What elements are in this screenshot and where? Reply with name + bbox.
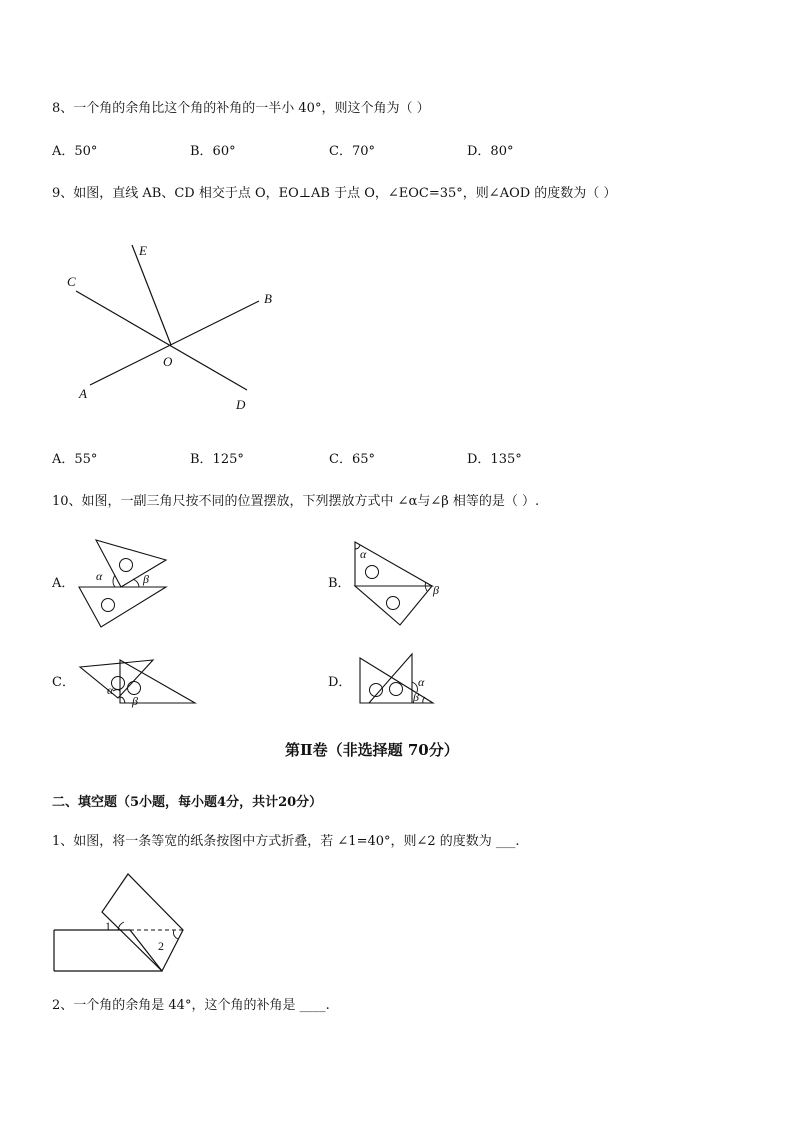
q10-figure-c[interactable] — [78, 655, 208, 715]
label-e: E — [139, 243, 147, 258]
f1-stem: 1、如图，将一条等宽的纸条按图中方式折叠，若 ∠1=40°，则∠2 的度数为 ___. — [52, 834, 520, 849]
q8-option-c[interactable]: C．70° — [329, 144, 375, 159]
q10-figure-b[interactable] — [350, 537, 460, 632]
label-b: B — [264, 291, 272, 306]
beta-label: β — [132, 694, 138, 708]
line-cd — [76, 291, 247, 390]
q8-stem: 8、一个角的余角比这个角的补角的一半小 40°，则这个角为（ ） — [52, 101, 430, 116]
ruler-hole — [387, 597, 400, 610]
ruler-hole — [102, 599, 115, 612]
fill-in-header: 二、填空题（5小题，每小题4分，共计20分） — [52, 795, 323, 810]
q10-option-a[interactable]: A． — [52, 576, 75, 591]
q10-option-b[interactable]: B． — [328, 576, 351, 591]
q9-option-a[interactable]: A．55° — [52, 452, 98, 467]
q8-option-a[interactable]: A．50° — [52, 144, 98, 159]
q9-option-d[interactable]: D．135° — [467, 452, 522, 467]
beta-arc — [423, 697, 425, 703]
beta-arc — [133, 579, 139, 587]
q8-option-b[interactable]: B．60° — [190, 144, 236, 159]
ruler-hole — [112, 677, 125, 690]
alpha-arc — [113, 690, 120, 692]
alpha-label: α — [418, 675, 425, 689]
label-a: A — [79, 386, 87, 401]
q9-option-c[interactable]: C．65° — [329, 452, 375, 467]
q9-figure — [60, 235, 290, 415]
angle2-label: 2 — [158, 939, 164, 953]
label-o: O — [163, 354, 173, 369]
q10-figure-a[interactable] — [75, 537, 185, 632]
q10-option-d[interactable]: D． — [328, 675, 352, 690]
label-c: C — [67, 274, 76, 289]
f1-figure — [52, 868, 202, 978]
ruler-hole — [120, 559, 133, 572]
alpha-label: α — [360, 547, 367, 561]
triangle-ruler-top — [80, 660, 153, 698]
q9-option-b[interactable]: B．125° — [190, 452, 244, 467]
q9-stem: 9、如图，直线 AB、CD 相交于点 O，EO⊥AB 于点 O，∠EOC=35°，则∠AOD 的度数为（ ） — [52, 186, 617, 201]
beta-arc — [120, 697, 125, 703]
f2-stem: 2、一个角的余角是 44°，这个角的补角是 ____. — [52, 998, 330, 1013]
triangle-ruler-top — [96, 540, 166, 587]
label-d: D — [236, 397, 246, 412]
beta-label: β — [413, 690, 419, 704]
q10-figure-d[interactable] — [355, 650, 465, 710]
q10-option-c[interactable]: C． — [52, 675, 75, 690]
triangle-ruler-bottom — [355, 586, 432, 625]
ruler-hole — [390, 683, 403, 696]
q10-stem: 10、如图，一副三角尺按不同的位置摆放，下列摆放方式中 ∠α与∠β 相等的是（ ）. — [52, 494, 540, 509]
q8-option-d[interactable]: D．80° — [467, 144, 514, 159]
alpha-label: α — [107, 683, 114, 697]
ruler-hole — [366, 566, 379, 579]
alpha-label: α — [96, 569, 103, 583]
ruler-hole — [128, 682, 141, 695]
section2-title: 第Ⅱ卷（非选择题 70分） — [285, 741, 459, 759]
triangle-ruler-right — [369, 654, 412, 703]
beta-label: β — [143, 572, 149, 586]
alpha-arc — [113, 575, 115, 587]
triangle-ruler-bottom — [79, 587, 166, 627]
beta-label: β — [433, 583, 439, 597]
triangle-ruler-top — [355, 542, 432, 586]
folded-strip — [102, 874, 183, 971]
ray-oe — [132, 245, 171, 345]
angle2-arc — [174, 930, 179, 939]
angle1-label: 1 — [105, 919, 111, 933]
